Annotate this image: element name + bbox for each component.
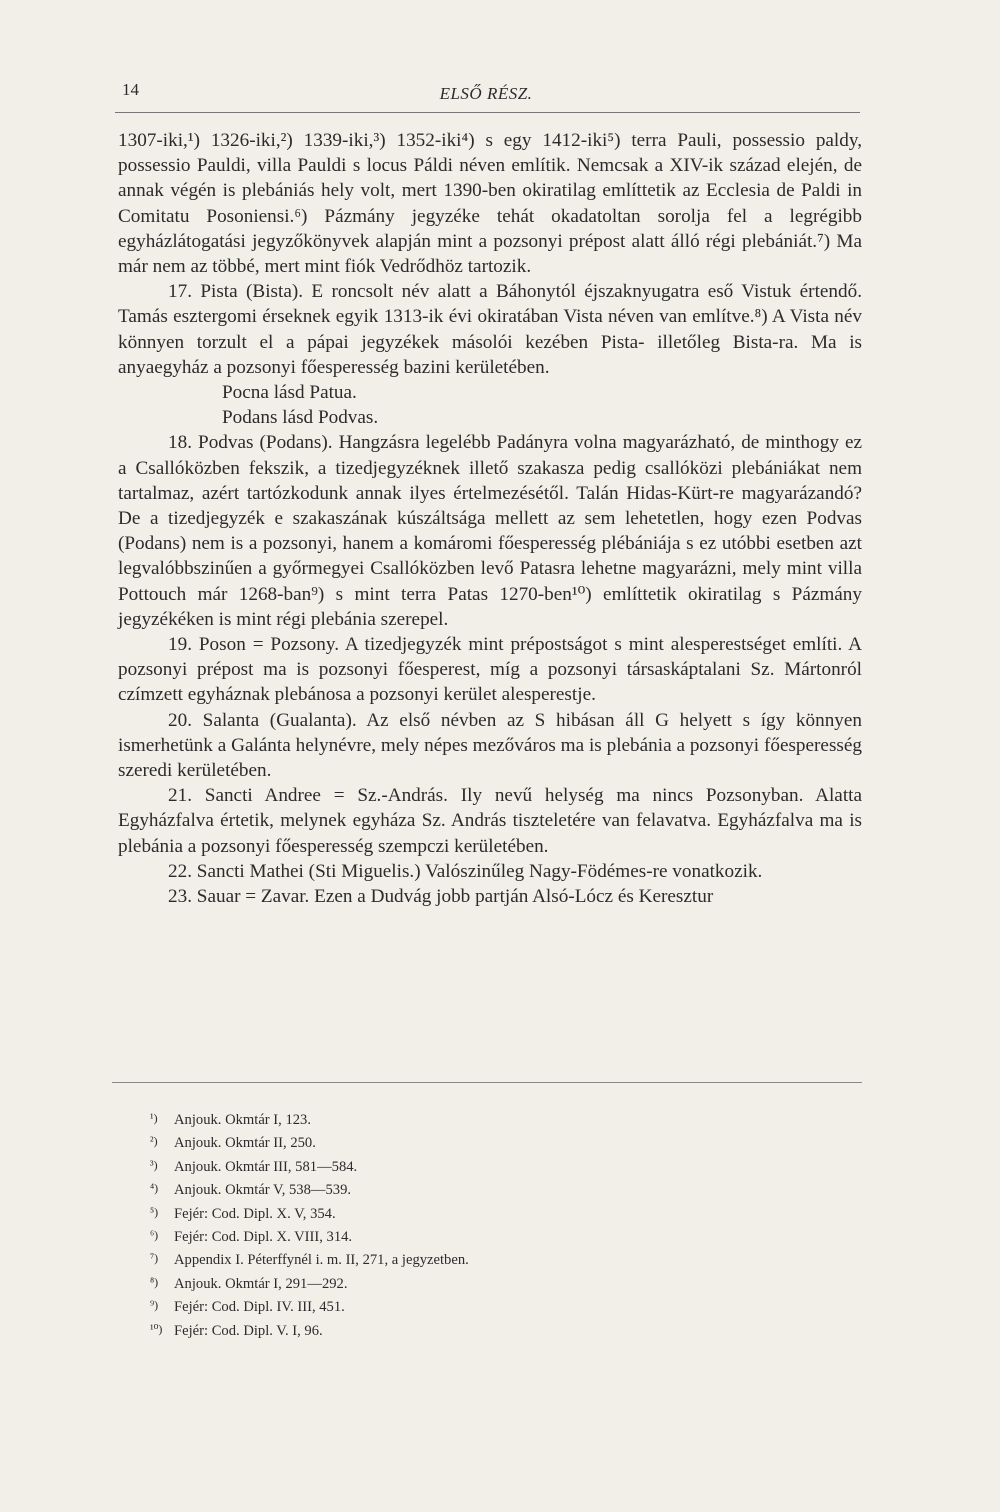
- cross-reference-pocna: Pocna lásd Patua.: [222, 382, 357, 404]
- footnotes: [150, 1108, 710, 1342]
- footnote: [150, 1248, 710, 1271]
- footnote-mark: ³): [150, 1157, 158, 1172]
- entry-19-poson: 19. Poson = Pozsony. A tizedjegyzék mint prépostságot s mint alesperestséget említi. A pozsonyi prépost ma is pozsonyi főesperest, míg a pozsonyi társaskáptalani Sz. Mártonról czímzett egyháznak plebánosa a pozsonyi kerület alesperestje.: [118, 634, 862, 706]
- footnote-text: Anjouk. Okmtár I, 291—292.: [174, 1275, 348, 1292]
- footnote-text: Anjouk. Okmtár I, 123.: [174, 1112, 312, 1128]
- footnote: [150, 1131, 710, 1154]
- footnote: [150, 1155, 710, 1178]
- entry-17-pista: 17. Pista (Bista). E roncsolt név alatt a Báhonytól éjszaknyugatra eső Vistuk értendő. Tamás esztergomi érseknek egyik 1313-ik évi okiratában Vista néven van említve.⁸) A Vista név könnyen torzult el a pápai jegyzékek másolói kezében Pista- illetőleg Bista-ra. Ma is anyaegyház a pozsonyi főesperesség bazini kerületében.: [118, 281, 862, 378]
- footnote: [150, 1202, 710, 1225]
- footnote-text: Anjouk. Okmtár II, 250.: [174, 1135, 316, 1152]
- footnote: [150, 1319, 710, 1342]
- footnote-mark: ⁶): [150, 1228, 159, 1243]
- footnote-text: Fejér: Cod. Dipl. IV. III, 451.: [174, 1299, 345, 1316]
- footnote-mark: ⁴): [150, 1181, 159, 1196]
- footnote: [150, 1272, 710, 1295]
- footnote-text: Appendix I. Péterffynél i. m. II, 271, a jegyzetben.: [174, 1252, 469, 1269]
- footnote-mark: ⁵): [150, 1204, 159, 1219]
- cross-reference-podans: Podans lásd Podvas.: [222, 407, 379, 429]
- entry-18-podvas: 18. Podvas (Podans). Hangzásra legelébb Padányra volna magyarázható, de minthogy ez a Csallóközben fekszik, a tizedjegyzéknek illető szakasza pedig csallóközi plebániákat nem tartalmaz, azért tartózkodunk annak ilyes értelmezésétől. Talán Hidas-Kürt-re magyarázandó? De a tizedjegyzék e szakaszának kúszáltsága mellett az sem lehetetlen, hogy ezen Podvas (Podans) nem is a pozsonyi, hanem a komáromi főesperesség plébániája s ez utóbbi esetben azt legvalóbbszinűen a győrmegyei Csallóközben levő Patasra lehetne magyarázni, mely mint villa Pottouch már 1268-ban⁹) s mint terra Patas 1270-ben¹⁰) említtetik okiratilag s Pázmány jegyzékéken is mint régi plebánia szerepel.: [118, 432, 862, 630]
- entry-23-sauar: 23. Sauar = Zavar. Ezen a Dudvág jobb partján Alsó-Lócz és Keresztur: [168, 886, 714, 908]
- footnote-text: Fejér: Cod. Dipl. X. VIII, 314.: [174, 1229, 353, 1246]
- footnote: [150, 1225, 710, 1248]
- footnote-text: Anjouk. Okmtár V, 538—539.: [174, 1182, 352, 1199]
- footnote: [150, 1295, 710, 1318]
- header-rule: [115, 112, 860, 113]
- footnote-text: Anjouk. Okmtár III, 581—584.: [174, 1158, 358, 1175]
- page-header: [112, 80, 860, 110]
- running-head: ELSŐ RÉSZ.: [439, 84, 533, 103]
- footnote-mark: ⁷): [150, 1251, 159, 1266]
- footnote-mark: ⁹): [150, 1298, 159, 1313]
- footnote: [150, 1178, 710, 1201]
- footnote-text: Fejér: Cod. Dipl. V. I, 96.: [174, 1322, 323, 1339]
- footnote-mark: ⁸): [150, 1274, 159, 1289]
- footnote-text: Fejér: Cod. Dipl. X. V, 354.: [174, 1205, 336, 1222]
- footnote: [150, 1108, 710, 1131]
- footnote-rule: [112, 1082, 862, 1083]
- page-number: 14: [122, 80, 139, 99]
- footnote-mark: ²): [150, 1134, 158, 1149]
- entry-20-salanta: 20. Salanta (Gualanta). Az első névben az S hibásan áll G helyett s így könnyen ismerhetünk a Galánta helynévre, mely népes mezőváros ma is plebánia a pozsonyi főesperesség szeredi kerületében.: [118, 709, 862, 782]
- entry-22-sancti-mathei: 22. Sancti Mathei (Sti Miguelis.) Valószinűleg Nagy-Födémes-re vonatkozik.: [168, 860, 763, 882]
- footnote-mark: ¹⁰): [150, 1321, 163, 1336]
- body-text: [118, 128, 862, 909]
- entry-21-sancti-andree: 21. Sancti Andree = Sz.-András. Ily nevű helység ma nincs Pozsonyban. Alatta Egyházfalva értetik, melynek egyháza Sz. András tiszteletére van felavatva. Egyházfalva ma is plebánia a pozsonyi főesperesség szempczi kerületében.: [118, 785, 862, 857]
- paragraph-continuation: 1307-iki,¹) 1326-iki,²) 1339-iki,³) 1352-iki⁴) s egy 1412-iki⁵) terra Pauli, possessio paldy, possessio Pauldi, villa Pauldi s locus Páldi néven említik. Nemcsak a XIV-ik század elején, de annak végén is plebániás hely volt, mert 1390-ben okiratilag említtetik az Ecclesia de Paldi in Comitatu Posoniensi.⁶) Pázmány jegyzéke tehát okadatoltan sorolja fel a legrégibb egyházlátogatási jegyzőkönyvek alapján mint a pozsonyi prépost alatt álló régi plebániát.⁷) Ma már nem az többé, mert mint fiók Vedrődhöz tartozik.: [118, 130, 862, 278]
- footnote-mark: ¹): [150, 1111, 158, 1125]
